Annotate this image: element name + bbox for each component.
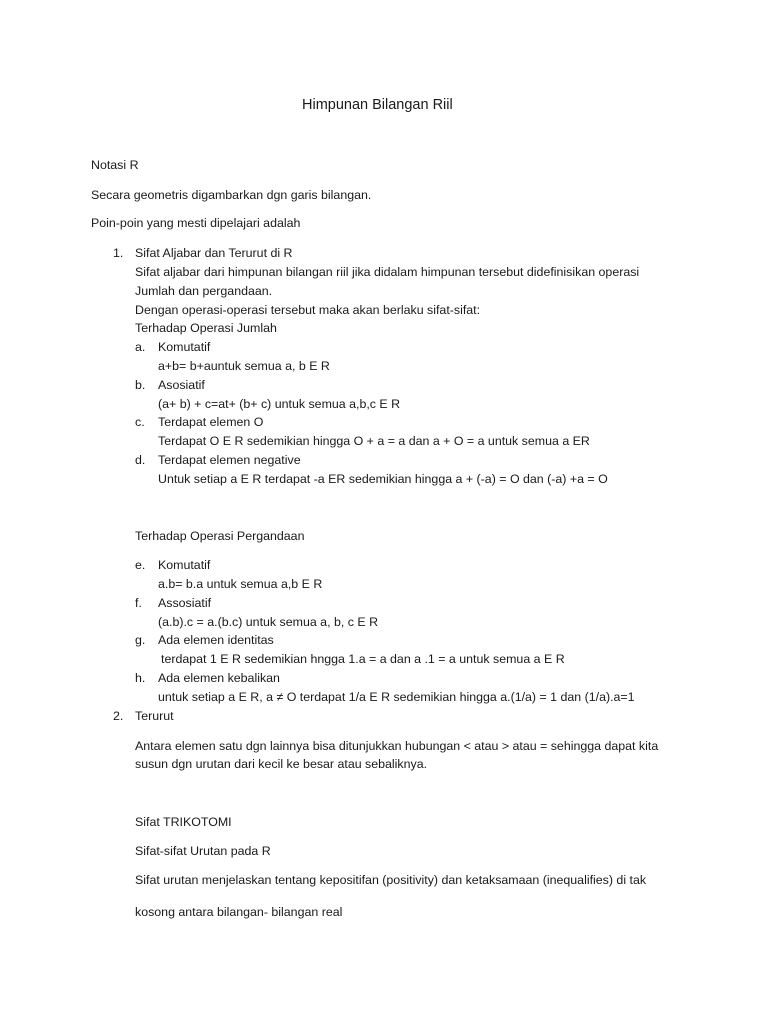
paragraph-poin: Poin-poin yang mesti dipelajari adalah <box>91 216 301 230</box>
sublist-detail: terdapat 1 E R sedemikian hngga 1.a = a dan a .1 = a untuk semua a E R <box>161 652 565 666</box>
item2-text-line: susun dgn urutan dari kecil ke besar atau sebaliknya. <box>135 757 428 771</box>
heading-urutan: Sifat-sifat Urutan pada R <box>135 844 271 858</box>
subheading-jumlah: Terhadap Operasi Jumlah <box>135 321 277 335</box>
heading-trikotomi: Sifat TRIKOTOMI <box>135 815 232 829</box>
item1-text-line: Sifat aljabar dari himpunan bilangan riil jika didalam himpunan tersebut didefinisikan operasi <box>135 265 640 279</box>
sublist-label: h. <box>135 671 146 685</box>
sublist-label: c. <box>135 415 145 429</box>
sublist-label: b. <box>135 378 146 392</box>
paragraph-urutan: Sifat urutan menjelaskan tentang kepositifan (positivity) dan ketaksamaan (inequalifies) di tak <box>135 873 647 887</box>
item2-heading: Terurut <box>135 709 174 723</box>
sublist-detail: Untuk setiap a E R terdapat -a ER sedemikian hingga a + (-a) = O dan (-a) +a = O <box>158 472 608 486</box>
sublist-title: Terdapat elemen O <box>158 415 264 429</box>
sublist-title: Komutatif <box>158 340 211 354</box>
sublist-detail: a.b= b.a untuk semua a,b E R <box>158 577 323 591</box>
sublist-label: f. <box>135 596 142 610</box>
item1-text-line: Dengan operasi-operasi tersebut maka akan berlaku sifat-sifat: <box>135 303 481 317</box>
document-title: Himpunan Bilangan Riil <box>302 97 453 113</box>
paragraph-geometris: Secara geometris digambarkan dgn garis bilangan. <box>91 188 372 202</box>
sublist-label: d. <box>135 453 146 467</box>
sublist-title: Assosiatif <box>158 596 212 610</box>
item1-heading: Sifat Aljabar dan Terurut di R <box>135 246 293 260</box>
sublist-title: Terdapat elemen negative <box>158 453 301 467</box>
item2-text-line: Antara elemen satu dgn lainnya bisa ditunjukkan hubungan < atau > atau = sehingga dapat kita <box>135 739 659 753</box>
sublist-title: Ada elemen kebalikan <box>158 671 280 685</box>
item1-text-line: Jumlah dan pergandaan. <box>135 284 273 298</box>
sublist-title: Ada elemen identitas <box>158 633 274 647</box>
list-number-1: 1. <box>113 246 124 260</box>
sublist-detail: Terdapat O E R sedemikian hingga O + a = a dan a + O = a untuk semua a ER <box>158 434 590 448</box>
list-number-2: 2. <box>113 709 124 723</box>
sublist-detail: untuk setiap a E R, a ≠ O terdapat 1/a E R sedemikian hingga a.(1/a) = 1 dan (1/a).a=1 <box>158 690 635 704</box>
subheading-pergandaan: Terhadap Operasi Pergandaan <box>135 529 305 543</box>
paragraph-urutan: kosong antara bilangan- bilangan real <box>135 905 343 919</box>
sublist-detail: (a+ b) + c=at+ (b+ c) untuk semua a,b,c E R <box>158 397 401 411</box>
sublist-title: Komutatif <box>158 558 211 572</box>
sublist-label: g. <box>135 633 146 647</box>
sublist-detail: (a.b).c = a.(b.c) untuk semua a, b, c E R <box>158 615 379 629</box>
sublist-label: a. <box>135 340 146 354</box>
sublist-label: e. <box>135 558 146 572</box>
sublist-detail: a+b= b+auntuk semua a, b E R <box>158 359 330 373</box>
sublist-title: Asosiatif <box>158 378 205 392</box>
paragraph-notasi: Notasi R <box>91 158 139 172</box>
